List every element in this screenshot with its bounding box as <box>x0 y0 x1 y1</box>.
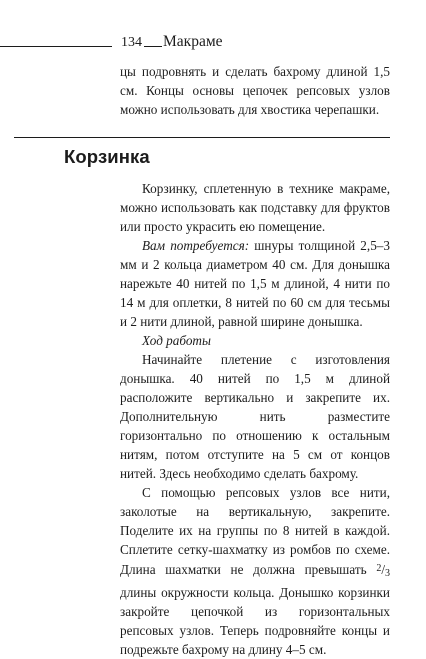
book-title: Макраме <box>163 33 223 50</box>
intro-paragraph: Корзинку, сплетенную в технике макраме, можно использовать как подставку для фруктов или просто украсить ею помещение. <box>120 181 390 234</box>
page-number: 134 <box>121 35 142 50</box>
header-rule <box>0 46 112 47</box>
step-1-paragraph: Начинайте плетение с изготовления донышка. 40 нитей по 1,5 м длиной расположите вертикально и закрепите их. Дополнительную нить разместите горизонтально по отношению к остальным нитям, потом отступите на 5 см от концов нитей. Здесь необходимо сделать бахрому. <box>120 352 390 481</box>
title-dash <box>144 46 162 47</box>
section-divider <box>14 137 390 138</box>
step-2-text-a: С помощью репсовых узлов все нити, заколотые на вертикальную, закрепите. Поделите их на группы по 8 нитей в каждой. Сплетите сетку-шахматку из ромбов по схеме. Длина шахматки не должна превышать <box>120 485 390 577</box>
step-2-paragraph <box>120 483 390 659</box>
fraction: $^2$/3 <box>376 562 390 579</box>
step-2-text-b: длины окружности кольца. Донышко корзинки закройте цепочкой из горизонтальных репсовых узлов. Теперь подровняйте концы и подрежьте бахрому на длину 4–5 см. <box>120 585 390 657</box>
running-head <box>0 34 426 58</box>
materials-paragraph <box>120 236 390 331</box>
paragraph: цы подровнять и сделать бахрому длиной 1,5 см. Концы основы цепочек репсовых узлов можно использовать для хвостика черепашки. <box>120 64 390 117</box>
fraction-denominator: 3 <box>385 568 390 579</box>
materials-label: Вам потребуется: <box>142 238 250 253</box>
continued-paragraph <box>120 62 390 119</box>
section-body <box>120 179 390 659</box>
materials-text: шнуры толщиной 2,5–3 мм и 2 кольца диаметром 40 см. Для донышка нарежьте 40 нитей по 1,5 м длиной, 4 нити по 14 м для оплетки, 8 нитей по 60 см для тесьмы и 2 нити длиной, равной ширине донышка. <box>120 238 390 329</box>
fraction-numerator: 2 <box>376 563 382 574</box>
procedure-subheading: Ход работы <box>142 333 211 348</box>
section-heading: Корзинка <box>64 146 150 167</box>
